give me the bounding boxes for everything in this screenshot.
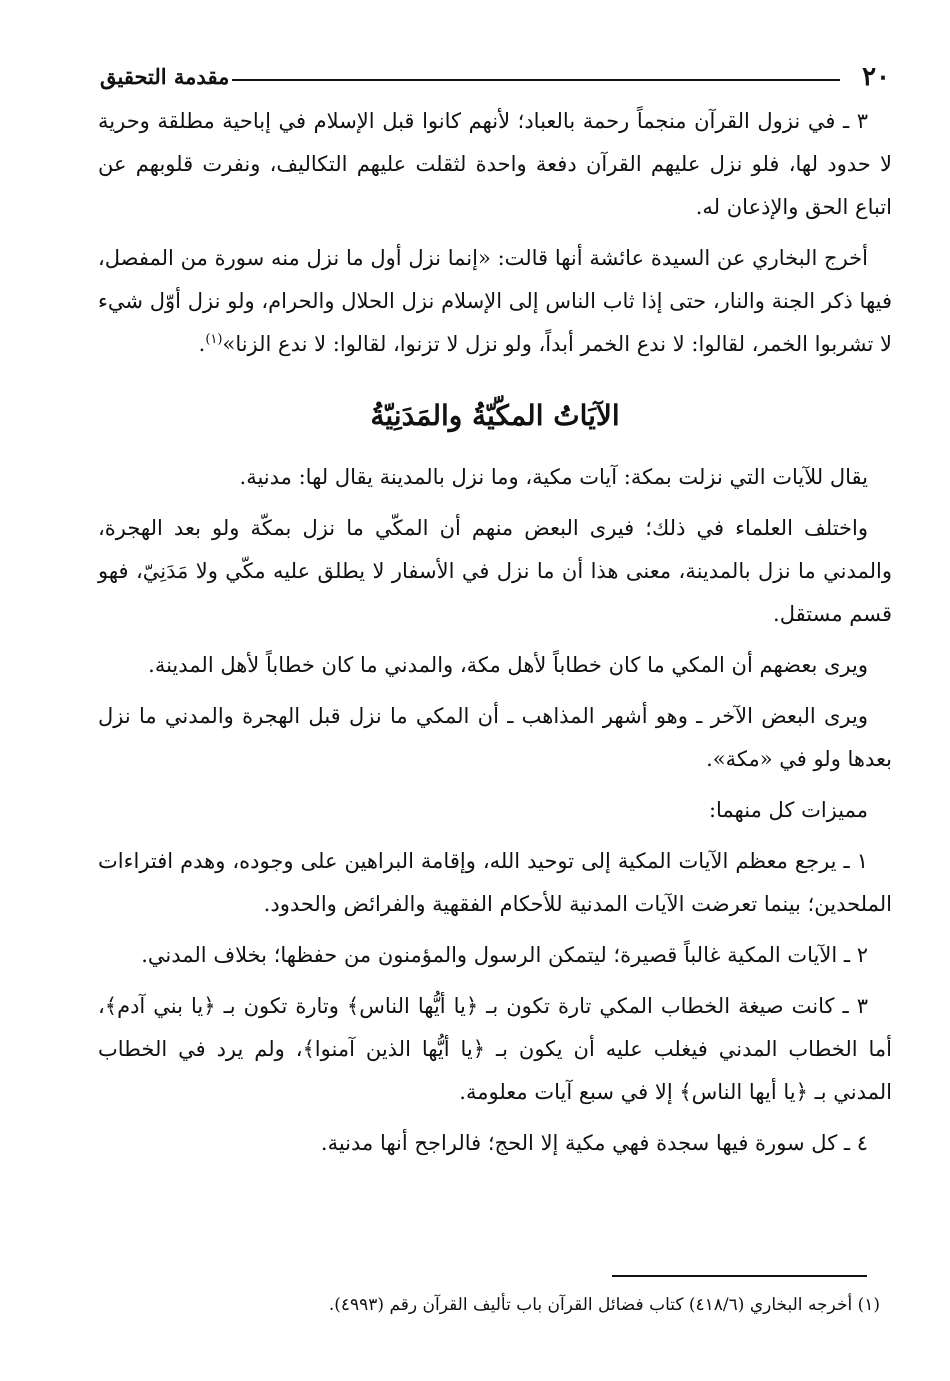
paragraph-opinion-place: واختلف العلماء في ذلك؛ فيرى البعض منهم أن المكّي ما نزل بمكّة ولو بعد الهجرة، والمدني ما نزل بالمدينة، معنى هذا أن ما نزل في الأسفار لا يطلق عليه مكّي ولا مَدَنِيّ، فهو قسم مستقل. bbox=[98, 516, 892, 626]
header-rule bbox=[232, 79, 840, 81]
feature-item-3: ٣ ـ كانت صيغة الخطاب المكي تارة تكون بـ ﴿يا أيُّها الناس﴾ وتارة تكون بـ ﴿يا بني آدم﴾، أما الخطاب المدني فيغلب عليه أن يكون بـ ﴿يا أيُّها الذين آمنوا﴾، ولم يرد في الخطاب المدني بـ ﴿يا أيها الناس﴾ إلا في سبع آيات معلومة. bbox=[98, 994, 892, 1104]
footnote: (١) أخرجه البخاري (٤١٨/٦) كتاب فضائل القرآن باب تأليف القرآن رقم (٤٩٩٣). bbox=[328, 1295, 880, 1315]
features-subheading: مميزات كل منهما: bbox=[708, 798, 868, 822]
paragraph-opinion-audience: ويرى بعضهم أن المكي ما كان خطاباً لأهل مكة، والمدني ما كان خطاباً لأهل المدينة. bbox=[148, 653, 868, 677]
page-body bbox=[98, 100, 892, 1173]
feature-item-2: ٢ ـ الآيات المكية غالباً قصيرة؛ ليتمكن الرسول والمؤمنون من حفظها؛ بخلاف المدني. bbox=[141, 943, 868, 967]
footnote-reference[interactable]: (١) bbox=[205, 332, 223, 347]
running-title: مقدمة التحقيق bbox=[100, 64, 230, 89]
paragraph-bukhari-quote: أخرج البخاري عن السيدة عائشة أنها قالت: «إنما نزل أول ما نزل منه سورة من المفصل، فيها ذكر الجنة والنار، حتى إذا ثاب الناس إلى الإسلام نزل الحلال والحرام، ولو نزل أوّل شيء لا تشربوا الخمر، لقالوا: لا ندع الخمر أبداً، ولو نزل لا تزنوا، لقالوا: لا ندع الزنا»$^{(١)}$. bbox=[98, 246, 892, 356]
feature-item-4: ٤ ـ كل سورة فيها سجدة فهي مكية إلا الحج؛ فالراجح أنها مدنية. bbox=[320, 1131, 868, 1155]
footnote-rule bbox=[612, 1275, 867, 1277]
section-heading: الآيَاتُ المكّيّةُ والمَدَنِيّةُ bbox=[370, 399, 620, 432]
page-header bbox=[100, 60, 890, 96]
page-number: ٢٠ bbox=[862, 62, 890, 92]
paragraph-reason-3: ٣ ـ في نزول القرآن منجماً رحمة بالعباد؛ لأنهم كانوا قبل الإسلام في إباحية مطلقة وحرية لا حدود لها، فلو نزل عليهم القرآن دفعة واحدة لثقلت عليهم التكاليف، ونفرت قلوبهم عن اتباع الحق والإذعان له. bbox=[98, 109, 892, 219]
bukhari-quote-text: أخرج البخاري عن السيدة عائشة أنها قالت: «إنما نزل أول ما نزل منه سورة من المفصل، فيها ذكر الجنة والنار، حتى إذا ثاب الناس إلى الإسلام نزل الحلال والحرام، ولو نزل أوّل شيء لا تشربوا الخمر، لقالوا: لا ندع الخمر أبداً، ولو نزل لا تزنوا، لقالوا: لا ندع الزنا» bbox=[98, 246, 892, 356]
paragraph-definition: يقال للآيات التي نزلت بمكة: آيات مكية، وما نزل بالمدينة يقال لها: مدنية. bbox=[239, 465, 868, 489]
feature-item-1: ١ ـ يرجع معظم الآيات المكية إلى توحيد الله، وإقامة البراهين على وجوده، وهدم افتراءات الملحدين؛ بينما تعرضت الآيات المدنية للأحكام الفقهية والفرائض والحدود. bbox=[98, 849, 892, 916]
paragraph-opinion-time: ويرى البعض الآخر ـ وهو أشهر المذاهب ـ أن المكي ما نزل قبل الهجرة والمدني ما نزل بعدها ولو في «مكة». bbox=[98, 704, 892, 771]
